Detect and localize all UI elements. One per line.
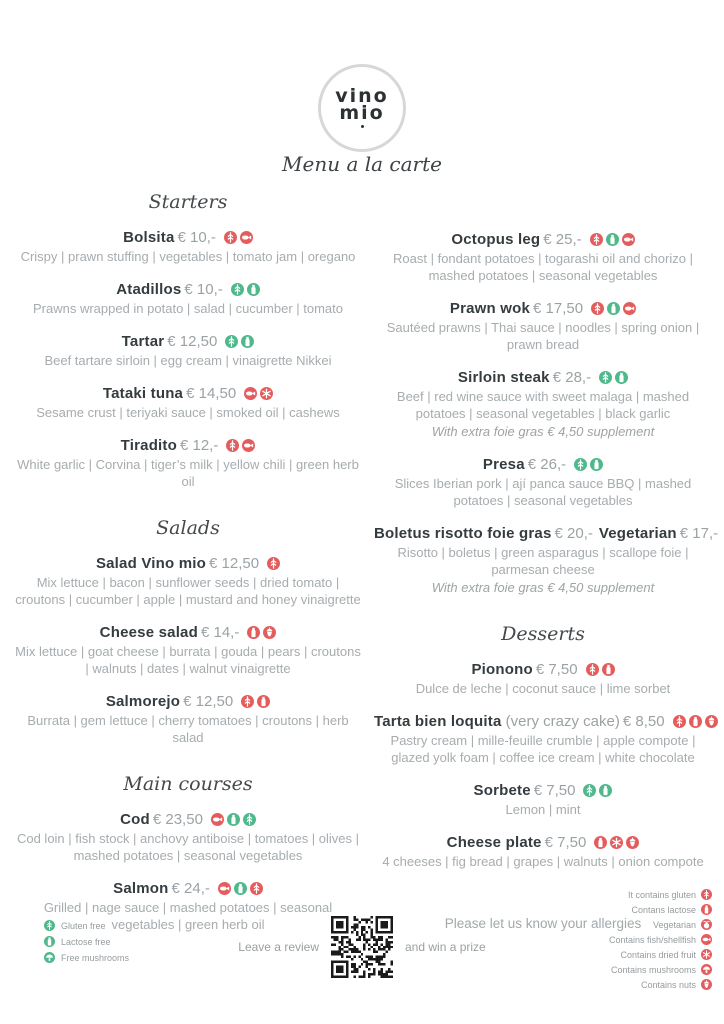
item-description: Roast | fondant potatoes | togarashi oil and chorizo | mashed potatoes | seasonal vegetables xyxy=(393,251,693,283)
menu-item-boletus-risotto-foie-gras xyxy=(374,524,719,596)
item-allergen-icons xyxy=(218,882,263,895)
menu-item-tarta-bien-loquita xyxy=(374,712,712,766)
gluten-icon xyxy=(591,302,604,315)
menu-column-right xyxy=(374,186,719,933)
item-name: Salad Vino mio xyxy=(95,555,206,572)
menu-item-salad-vino-mio xyxy=(12,554,364,608)
lactose-icon xyxy=(701,904,712,915)
item-name: Octopus leg xyxy=(451,231,541,248)
item-price: € 24,- xyxy=(171,880,210,897)
legend-row-it-contains-gluten xyxy=(609,889,712,900)
menu-item-cheese-plate xyxy=(374,833,712,870)
lactose-free-icon xyxy=(227,813,240,826)
legend-contains xyxy=(609,885,712,994)
item-allergen-icons xyxy=(586,663,615,676)
legend-label: Contains nuts xyxy=(640,979,696,990)
lactose-icon xyxy=(257,695,270,708)
qr-code xyxy=(331,916,393,978)
legend-row-contains-dried-fruit xyxy=(609,949,712,960)
lactose-icon xyxy=(247,626,260,639)
item-name: Tiradito xyxy=(120,437,177,454)
item-price: € 12,50 xyxy=(183,693,234,710)
item-price: € 26,- xyxy=(527,456,567,473)
fish-icon xyxy=(244,387,257,400)
section-heading: Desserts xyxy=(501,623,585,645)
nuts-icon xyxy=(263,626,276,639)
item-price: € 10,- xyxy=(177,229,216,246)
section-heading: Starters xyxy=(148,191,228,213)
logo-line-2: mio xyxy=(339,102,385,124)
item-name: Salmorejo xyxy=(105,693,181,710)
lactose-free-icon xyxy=(234,882,247,895)
gluten-icon xyxy=(250,882,263,895)
item-price: € 23,50 xyxy=(152,811,203,828)
lactose-free-icon xyxy=(606,233,619,246)
item-head xyxy=(374,833,712,852)
menu-item-sirloin-steak xyxy=(374,368,712,440)
item-description: Mix lettuce | goat cheese | burrata | gouda | pears | croutons | walnuts | dates | walnut vinaigrette xyxy=(15,644,361,676)
item-allergen-icons xyxy=(244,387,273,400)
item-price: € 12,50 xyxy=(167,333,218,350)
item-description: Dulce de leche | coconut sauce | lime sorbet xyxy=(415,681,671,696)
item-price: € 17,50 xyxy=(533,300,584,317)
item-allergen-icons xyxy=(591,302,636,315)
menu-item-tataki-tuna xyxy=(12,384,364,421)
item-price-secondary: € 17,- xyxy=(679,525,719,542)
item-allergen-icons xyxy=(226,439,255,452)
item-allergen-icons xyxy=(225,335,254,348)
item-allergen-icons xyxy=(241,695,270,708)
item-price: € 8,50 xyxy=(622,713,665,730)
legend-label: Contains dried fruit xyxy=(620,949,696,960)
item-name: Tartar xyxy=(121,333,165,350)
logo-line-1: vino xyxy=(335,84,389,107)
gluten-icon xyxy=(586,663,599,676)
menu-item-salmorejo xyxy=(12,692,364,746)
section-heading: Main courses xyxy=(123,773,253,795)
item-price: € 14,50 xyxy=(186,385,237,402)
review-left-label: Leave a review xyxy=(238,940,319,954)
item-price: € 10,- xyxy=(184,281,223,298)
item-allergen-icons xyxy=(574,458,603,471)
menu-column-left xyxy=(12,186,364,933)
gluten-free-icon xyxy=(574,458,587,471)
item-head xyxy=(12,436,364,455)
legend-row-contains-mushrooms xyxy=(609,964,712,975)
item-price: € 14,- xyxy=(200,624,240,641)
item-price: € 28,- xyxy=(552,369,592,386)
item-price: € 12,50 xyxy=(209,555,260,572)
item-head xyxy=(12,280,364,299)
legend-row-contains-fish-shellfish xyxy=(609,934,712,945)
item-description: Beef tartare sirloin | egg cream | vinaigrette Nikkei xyxy=(44,353,332,368)
item-allergen-icons xyxy=(247,626,276,639)
item-head xyxy=(12,692,364,711)
gluten-icon xyxy=(701,889,712,900)
lactose-icon xyxy=(594,836,607,849)
vegetarian-icon xyxy=(701,919,712,930)
menu-item-cheese-salad xyxy=(12,623,364,677)
legend-row-contans-lactose xyxy=(609,904,712,915)
gluten-icon xyxy=(590,233,603,246)
section-main-courses xyxy=(12,773,364,933)
item-head xyxy=(374,524,719,543)
item-name-suffix: (very crazy cake) xyxy=(501,713,620,730)
gluten-free-icon xyxy=(599,371,612,384)
lactose-free-icon xyxy=(615,371,628,384)
vino-mio-logo xyxy=(318,64,406,152)
item-name-secondary: Vegetarian xyxy=(598,525,677,542)
item-allergen-icons xyxy=(590,233,635,246)
fish-icon xyxy=(622,233,635,246)
gluten-free-icon xyxy=(225,335,238,348)
legend-label: Free mushrooms xyxy=(61,952,130,963)
item-head xyxy=(12,554,364,573)
item-description: Prawns wrapped in potato | salad | cucumber | tomato xyxy=(32,301,343,316)
legend-label: Contans lactose xyxy=(631,904,696,915)
item-head xyxy=(374,299,712,318)
legend-label: Contains fish/shellfish xyxy=(608,934,696,945)
item-price: € 25,- xyxy=(543,231,582,248)
legend-label: Contains mushrooms xyxy=(610,964,696,975)
item-description: Risotto | boletus | green asparagus | scallope foie | parmesan cheese xyxy=(397,545,689,577)
menu-columns xyxy=(12,186,719,933)
item-name: Pionono xyxy=(471,661,533,678)
item-allergen-icons xyxy=(211,813,256,826)
legend-label: Vegetarian xyxy=(652,919,696,930)
gluten-icon xyxy=(673,715,686,728)
lactose-icon xyxy=(689,715,702,728)
item-price: € 7,50 xyxy=(544,834,587,851)
item-name: Sirloin steak xyxy=(457,369,550,386)
item-head xyxy=(374,781,712,800)
menu-item-tartar xyxy=(12,332,364,369)
item-price: € 7,50 xyxy=(533,782,576,799)
item-head xyxy=(12,228,364,247)
item-description: Lemon | mint xyxy=(505,802,581,817)
menu-item-pionono xyxy=(374,660,712,697)
item-name: Tarta bien loquita xyxy=(374,713,502,730)
item-head xyxy=(12,879,364,898)
lactose-free-icon xyxy=(599,784,612,797)
item-description: Burrata | gem lettuce | cherry tomatoes | croutons | herb salad xyxy=(27,713,349,745)
item-allergen-icons xyxy=(224,231,253,244)
menu-item-tiradito xyxy=(12,436,364,490)
section-desserts xyxy=(374,623,712,870)
item-allergen-icons xyxy=(231,283,260,296)
item-description: Grilled | nage sauce | mashed potatoes | seasonal vegetables | green herb oil xyxy=(43,900,333,932)
legend-label: Gluten free xyxy=(61,920,106,931)
review-right-label: and win a prize xyxy=(405,940,486,954)
item-description: Sesame crust | teriyaki sauce | smoked oil | cashews xyxy=(36,405,340,420)
gluten-free-icon xyxy=(243,813,256,826)
item-name: Cheese salad xyxy=(99,624,198,641)
menu-item-cod xyxy=(12,810,364,864)
menu-item-sorbete xyxy=(374,781,712,818)
gluten-free-icon xyxy=(583,784,596,797)
lactose-free-icon xyxy=(247,283,260,296)
item-allergen-icons xyxy=(673,715,718,728)
lactose-free-icon xyxy=(241,335,254,348)
nuts-icon xyxy=(701,979,712,990)
item-name: Prawn wok xyxy=(449,300,531,317)
gluten-icon xyxy=(241,695,254,708)
item-description: Slices Iberian pork | ají panca sauce BBQ | mashed potatoes | seasonal vegetables xyxy=(394,476,692,508)
fish-icon xyxy=(242,439,255,452)
item-name: Salmon xyxy=(113,880,169,897)
item-name: Boletus risotto foie gras xyxy=(374,525,552,542)
gluten-free-icon xyxy=(231,283,244,296)
item-head xyxy=(12,384,364,403)
allergies-note: Please let us know your allergies xyxy=(444,916,642,931)
fish-icon xyxy=(623,302,636,315)
menu-item-presa xyxy=(374,455,712,509)
item-allergen-icons xyxy=(599,371,628,384)
item-allergen-icons xyxy=(583,784,612,797)
nuts-icon xyxy=(705,715,718,728)
item-description: Sautéed prawns | Thai sauce | noodles | spring onion | prawn bread xyxy=(386,320,700,352)
item-head xyxy=(374,660,712,679)
item-description: Cod loin | fish stock | anchovy antiboise | tomatoes | olives | mashed potatoes | seasonal vegetables xyxy=(16,831,360,863)
legend-label: Lactose free xyxy=(61,936,111,947)
item-description: White garlic | Corvina | tiger’s milk | yellow chili | green herb oil xyxy=(17,457,359,489)
item-price: € 20,- xyxy=(554,525,593,542)
menu-item-atadillos xyxy=(12,280,364,317)
item-name: Bolsita xyxy=(123,229,175,246)
item-note: With extra foie gras € 4,50 supplement xyxy=(431,580,655,595)
item-head xyxy=(374,230,712,249)
item-price: € 7,50 xyxy=(535,661,578,678)
nuts-icon xyxy=(626,836,639,849)
item-name: Cheese plate xyxy=(446,834,542,851)
mushroom-icon xyxy=(701,964,712,975)
item-head xyxy=(12,623,364,642)
item-head xyxy=(374,455,712,474)
item-description: Mix lettuce | bacon | sunflower seeds | dried tomato | croutons | cucumber | apple | mustard and honey vinaigrette xyxy=(15,575,361,607)
item-allergen-icons xyxy=(267,557,280,570)
legend-row-vegetarian xyxy=(609,919,712,930)
dried-fruit-icon xyxy=(701,949,712,960)
item-allergen-icons xyxy=(594,836,639,849)
item-head xyxy=(12,810,364,829)
legend-label: It contains gluten xyxy=(627,889,696,900)
item-head xyxy=(12,332,364,351)
item-description: Pastry cream | mille-feuille crumble | apple compote | glazed yolk foam | coffee ice cream | white chocolate xyxy=(390,733,696,765)
fish-icon xyxy=(701,934,712,945)
lactose-free-icon xyxy=(607,302,620,315)
lactose-free-icon xyxy=(590,458,603,471)
item-description: 4 cheeses | fig bread | grapes | walnuts | onion compote xyxy=(382,854,704,869)
item-price: € 12,- xyxy=(179,437,219,454)
page-title: Menu a la carte xyxy=(282,152,442,176)
dried-fruit-icon xyxy=(260,387,273,400)
item-name: Cod xyxy=(120,811,150,828)
item-name: Presa xyxy=(482,456,525,473)
section-continued xyxy=(374,230,719,596)
menu-item-octopus-leg xyxy=(374,230,712,284)
section-heading: Salads xyxy=(156,517,220,539)
item-name: Atadillos xyxy=(116,281,182,298)
fish-icon xyxy=(211,813,224,826)
item-head xyxy=(374,712,712,731)
gluten-icon xyxy=(224,231,237,244)
dried-fruit-icon xyxy=(610,836,623,849)
logo-dot xyxy=(361,125,364,128)
item-name: Sorbete xyxy=(473,782,531,799)
legend-row-contains-nuts xyxy=(609,979,712,990)
section-salads xyxy=(12,517,364,746)
gluten-icon xyxy=(267,557,280,570)
fish-icon xyxy=(218,882,231,895)
item-head xyxy=(374,368,712,387)
section-starters xyxy=(12,191,364,490)
menu-item-prawn-wok xyxy=(374,299,712,353)
lactose-icon xyxy=(602,663,615,676)
item-note: With extra foie gras € 4,50 supplement xyxy=(431,424,655,439)
gluten-icon xyxy=(226,439,239,452)
item-description: Beef | red wine sauce with sweet malaga | mashed potatoes | seasonal vegetables | black garlic xyxy=(396,389,690,421)
fish-icon xyxy=(240,231,253,244)
menu-item-bolsita xyxy=(12,228,364,265)
item-name: Tataki tuna xyxy=(102,385,184,402)
item-description: Crispy | prawn stuffing | vegetables | tomato jam | oregano xyxy=(20,249,356,264)
